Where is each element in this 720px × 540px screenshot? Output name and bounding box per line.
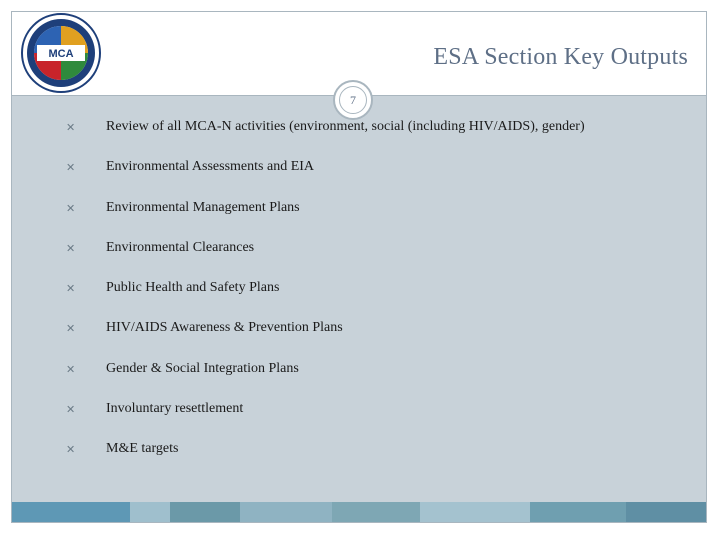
bullet-text: Involuntary resettlement xyxy=(106,401,244,417)
mca-logo xyxy=(20,12,102,94)
bullet-x-icon: ✕ xyxy=(66,363,76,376)
bullet-text: HIV/AIDS Awareness & Prevention Plans xyxy=(106,320,343,336)
bullet-text: Public Health and Safety Plans xyxy=(106,280,280,296)
footer-bar xyxy=(12,502,706,522)
footer-segment xyxy=(130,502,170,522)
bullet-text: Review of all MCA-N activities (environment, social (including HIV/AIDS), gender) xyxy=(106,119,585,134)
bullet-text: Environmental Clearances xyxy=(106,239,255,255)
bullet-text: Environmental Management Plans xyxy=(106,199,300,215)
bullet-x-icon: ✕ xyxy=(66,404,76,417)
footer-segment xyxy=(332,502,420,522)
footer-segment xyxy=(240,502,332,522)
footer-segment xyxy=(530,502,626,522)
footer-segment xyxy=(626,502,706,522)
bullet-x-icon: ✕ xyxy=(66,444,76,457)
bullet-text: Gender & Social Integration Plans xyxy=(106,360,299,376)
slide-title: ESA Section Key Outputs xyxy=(433,44,688,70)
bullet-x-icon: ✕ xyxy=(66,202,76,215)
footer-segment xyxy=(420,502,530,522)
bullet-x-icon: ✕ xyxy=(66,242,76,255)
page-number: 7 xyxy=(339,86,367,114)
bullet-x-icon: ✕ xyxy=(66,162,76,175)
bullet-x-icon: ✕ xyxy=(66,323,76,336)
footer-segment xyxy=(12,502,130,522)
logo-text: MCA xyxy=(48,48,74,60)
bullet-x-icon: ✕ xyxy=(66,283,76,296)
bullet-text: Environmental Assessments and EIA xyxy=(106,159,315,175)
bullet-x-icon: ✕ xyxy=(66,122,76,134)
footer-segment xyxy=(170,502,240,522)
bullet-text: M&E targets xyxy=(106,441,179,457)
page-number-badge xyxy=(333,80,373,120)
